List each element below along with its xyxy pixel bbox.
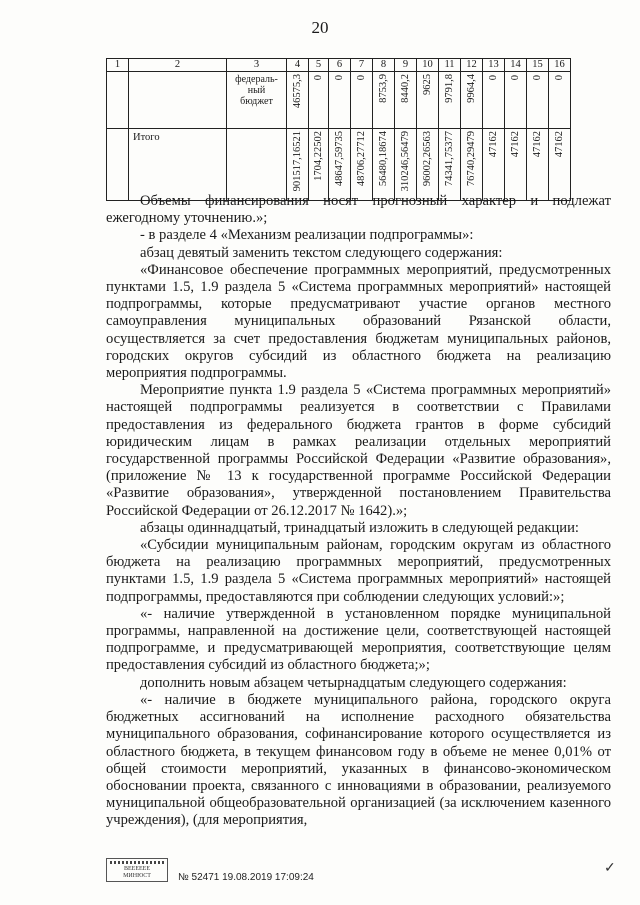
paragraph: «- наличие в бюджете муниципального района, городского округа бюджетных ассигнований на исполнение расходного обязательства муниципального образования, софинансирование которого осуществляется из областного бюджета, в текущем финансовом году в объеме не менее 0,01% от общей стоимости мероприятий, указанных в финансово-экономическом обосновании проекта, связанного с инновациями в образовании, реализуемого муниципальной общеобразовательной организацией (за исключением казенного учреждения), (для мероприятия, (106, 691, 611, 829)
table-cell (129, 72, 227, 129)
header-cell: 7 (351, 59, 373, 72)
table-row-federal-budget (107, 72, 571, 129)
table-cell (107, 129, 129, 201)
registration-stamp (106, 858, 168, 882)
value-cell: 8440,2 (400, 74, 411, 103)
header-cell: 11 (439, 59, 461, 72)
header-cell: 1 (107, 59, 129, 72)
financing-table (106, 58, 571, 201)
paragraph: Мероприятие пункта 1.9 раздела 5 «Система программных мероприятий» настоящей подпрограммы реализуется в соответствии с Правилами предоставления из федерального бюджета грантов в форме субсидий юридическим лицам в рамках реализации отдельных мероприятий государственной программы Российской Федерации «Развитие образования», (приложение № 13 к государственной программе Российской Федерации «Развитие образования», утвержденной постановлением Правительства Российской Федерации от 26.12.2017 № 1642).»; (106, 382, 611, 519)
paragraph: «- наличие утвержденной в установленном порядке муниципальной программы, направленной на достижение цели, соответствующей настоящей подпрограмме, и предусматривающей мероприятия, соответствующие целям предоставления субсидий из областного бюджета;»; (106, 605, 611, 674)
header-cell: 15 (527, 59, 549, 72)
value-cell: 0 (356, 74, 367, 80)
value-cell: 56480,18674 (378, 131, 389, 187)
table-cell (227, 129, 287, 201)
header-cell: 10 (417, 59, 439, 72)
value-cell: 0 (532, 74, 543, 80)
value-cell: 0 (313, 74, 324, 80)
value-cell: 48706,27712 (356, 131, 367, 187)
budget-source-cell: федераль- ный бюджет (227, 72, 287, 129)
paragraph: «Финансовое обеспечение программных мероприятий, предусмотренных пунктами 1.5, 1.9 раздела 5 «Система программных мероприятий» настоящей подпрограммы, которые предусматривают участие органов местного самоуправления муниципальных образований Рязанской области, осуществляется за счет предоставления бюджетам муниципальных районов, городских округов субсидий из областного бюджета на реализацию мероприятия подпрограммы. (106, 261, 611, 382)
value-cell: 8753,9 (378, 74, 389, 103)
table-header-row (107, 59, 571, 72)
value-cell: 0 (510, 74, 521, 80)
stamp-barcode (110, 861, 164, 864)
value-cell: 9964,4 (466, 74, 477, 103)
header-cell: 16 (549, 59, 571, 72)
value-cell: 47162 (554, 131, 565, 158)
paragraph: «Субсидии муниципальным районам, городским округам из областного бюджета на реализацию программных мероприятий, предусмотренных пунктами 1.5, 1.9 раздела 5 «Система программных мероприятий» настоящей подпрограммы, предоставляются при соблюдении следующих условий:»; (106, 537, 611, 605)
value-cell: 901517,16521 (292, 131, 303, 192)
header-cell: 2 (129, 59, 227, 72)
header-cell: 5 (309, 59, 329, 72)
total-label: Итого (129, 129, 227, 201)
value-cell: 9625 (422, 74, 433, 95)
value-cell: 48647,59735 (334, 131, 345, 187)
paragraph: Объемы финансирования носят прогнозный характер и подлежат ежегодному уточнению.»; (106, 193, 611, 227)
paragraph: абзац девятый заменить текстом следующего содержания: (140, 244, 503, 261)
header-cell: 6 (329, 59, 351, 72)
value-cell: 0 (554, 74, 565, 80)
value-cell: 96002,26563 (422, 131, 433, 187)
value-cell: 47162 (532, 131, 543, 158)
paragraph: дополнить новым абзацем четырнадцатым следующего содержания: (140, 674, 567, 691)
header-cell: 4 (287, 59, 309, 72)
value-cell: 310246,56479 (400, 131, 411, 192)
value-cell: 47162 (488, 131, 499, 158)
value-cell: 46575,3 (292, 74, 303, 109)
paragraph: - в разделе 4 «Механизм реализации подпрограммы»: (140, 227, 474, 244)
corner-mark-icon: ✓ (604, 861, 616, 876)
stamp-text: ВЕЕЕЕЕЕ МИНЮСТ (123, 866, 151, 879)
value-cell: 76740,29479 (466, 131, 477, 187)
value-cell: 9791,8 (444, 74, 455, 103)
header-cell: 8 (373, 59, 395, 72)
value-cell: 1704,22502 (313, 131, 324, 181)
header-cell: 14 (505, 59, 527, 72)
paragraph: абзацы одиннадцатый, тринадцатый изложить в следующей редакции: (140, 519, 579, 536)
document-body (106, 193, 611, 830)
header-cell: 12 (461, 59, 483, 72)
value-cell: 0 (488, 74, 499, 80)
document-registration-id: № 52471 19.08.2019 17:09:24 (178, 872, 314, 883)
header-cell: 13 (483, 59, 505, 72)
header-cell: 9 (395, 59, 417, 72)
table-row-total (107, 129, 571, 201)
header-cell: 3 (227, 59, 287, 72)
value-cell: 74341,75377 (444, 131, 455, 187)
page-number: 20 (311, 18, 329, 37)
table-cell (107, 72, 129, 129)
value-cell: 47162 (510, 131, 521, 158)
value-cell: 0 (334, 74, 345, 80)
